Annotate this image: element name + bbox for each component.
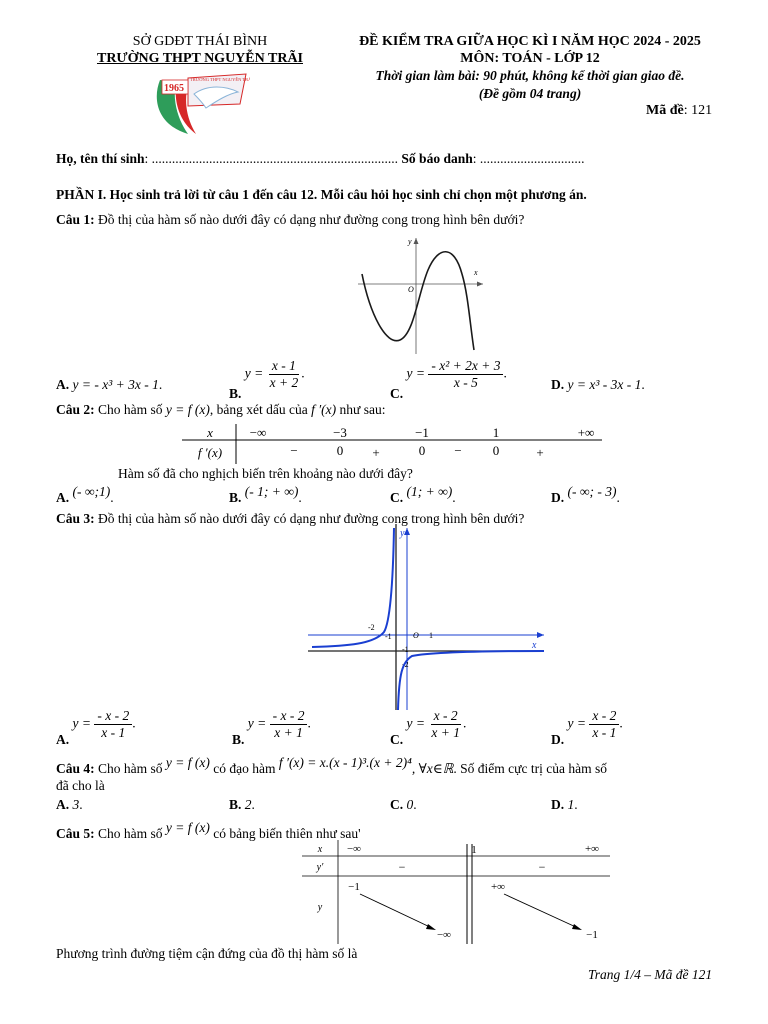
svg-text:x: x xyxy=(532,640,537,651)
svg-text:+: + xyxy=(536,445,544,460)
time-note: Thời gian làm bài: 90 phút, không kể thời gian giao đề. xyxy=(375,68,685,83)
svg-text:O: O xyxy=(413,631,419,640)
student-info-line: Họ, tên thí sinh: ......................................................................... Số báo danh: ............................... xyxy=(56,151,585,166)
svg-text:−∞: −∞ xyxy=(436,929,452,941)
q2-option-d[interactable]: D. (- ∞; - 3). xyxy=(551,484,620,505)
q2-sign-table xyxy=(182,424,602,464)
svg-text:y′: y′ xyxy=(316,862,324,873)
svg-text:1: 1 xyxy=(471,844,477,856)
svg-text:y: y xyxy=(408,237,412,246)
q4-option-c[interactable]: C. 0. xyxy=(390,797,417,812)
q2-question: Hàm số đã cho nghịch biến trên khoảng nào dưới đây? xyxy=(118,466,413,481)
svg-text:y: y xyxy=(317,902,323,913)
q2-option-a[interactable]: A. (- ∞;1). xyxy=(56,484,114,505)
q1-text: Câu 1: Đồ thị của hàm số nào dưới đây có dạng như đường cong trong hình bên dưới? xyxy=(56,212,525,227)
svg-text:x: x xyxy=(207,425,213,440)
q1-option-a[interactable]: A. y = - x³ + 3x - 1. xyxy=(56,377,163,392)
q2-option-b[interactable]: B. (- 1; + ∞). xyxy=(229,484,302,505)
svg-text:+∞: +∞ xyxy=(584,843,600,855)
svg-text:+: + xyxy=(372,445,380,460)
svg-text:−∞: −∞ xyxy=(249,425,267,440)
svg-text:−: − xyxy=(454,443,462,458)
q5-text: Câu 5: Cho hàm số y = f (x) có bảng biến thiên như sau' xyxy=(56,820,361,841)
school-name: TRƯỜNG THPT NGUYỄN TRÃI xyxy=(96,51,303,66)
svg-text:+∞: +∞ xyxy=(577,425,595,440)
svg-text:O: O xyxy=(408,285,414,294)
svg-text:-1: -1 xyxy=(402,645,409,654)
svg-text:−: − xyxy=(290,443,298,458)
svg-text:−3: −3 xyxy=(333,425,347,440)
pages-note: (Đề gồm 04 trang) xyxy=(478,86,582,101)
svg-text:+∞: +∞ xyxy=(490,881,506,893)
svg-text:-1: -1 xyxy=(385,632,392,641)
q1-option-d[interactable]: D. y = x³ - 3x - 1. xyxy=(551,377,645,392)
q4-text-cont: đã cho là xyxy=(56,778,105,793)
q4-option-a[interactable]: A. 3. xyxy=(56,797,83,812)
svg-text:f ′(x): f ′(x) xyxy=(197,445,223,460)
svg-text:−1: −1 xyxy=(348,881,360,893)
q3-option-c[interactable]: C. y = $\frac{x - 2}{x + 1}$ . xyxy=(390,708,467,747)
dept-name: SỞ GDĐT THÁI BÌNH xyxy=(132,34,268,49)
school-logo xyxy=(148,70,250,138)
q1-option-b[interactable]: B. y = $\frac{x - 1}{x + 2}$ . xyxy=(229,358,305,401)
q4-text: Câu 4: Cho hàm số y = f (x) có đạo hàm f ′(x) = x.(x - 1)³.(x + 2)⁴, ∀x∈ℝ. Số điểm cực trị của hàm số xyxy=(56,755,607,776)
svg-text:-2: -2 xyxy=(368,623,375,632)
svg-text:−∞: −∞ xyxy=(346,843,362,855)
svg-text:1: 1 xyxy=(429,631,433,640)
exam-code: Mã đề: 121 xyxy=(646,103,713,118)
q3-option-b[interactable]: B. y = $\frac{- x - 2}{x + 1}$ . xyxy=(232,708,311,747)
svg-text:-2: -2 xyxy=(402,660,409,669)
svg-text:y: y xyxy=(400,528,405,539)
svg-text:−: − xyxy=(538,860,546,874)
exam-title: ĐỀ KIỂM TRA GIỮA HỌC KÌ I NĂM HỌC 2024 - 2025 xyxy=(359,34,701,49)
svg-text:−1: −1 xyxy=(586,929,598,941)
q3-text: Câu 3: Đồ thị của hàm số nào dưới đây có dạng như đường cong trong hình bên dưới? xyxy=(56,511,525,526)
svg-text:1: 1 xyxy=(492,425,500,440)
q5-question: Phương trình đường tiệm cận đứng của đồ thị hàm số là xyxy=(56,946,358,961)
q1-option-c[interactable]: C. y = $\frac{\text{- x² + 2x + 3}}{x - 5}$ . xyxy=(390,358,507,401)
logo-text: TRƯỜNG THPT NGUYỄN TRÃI xyxy=(190,77,250,82)
q4-option-d[interactable]: D. 1. xyxy=(551,797,578,812)
svg-text:0: 0 xyxy=(418,443,426,458)
logo-year: 1965 xyxy=(164,83,184,94)
q4-option-b[interactable]: B. 2. xyxy=(229,797,255,812)
q2-text: Câu 2: Cho hàm số y = f (x), bảng xét dấu của f ′(x) như sau: xyxy=(56,402,386,417)
svg-text:x: x xyxy=(317,844,323,855)
svg-text:0: 0 xyxy=(492,443,500,458)
svg-text:−1: −1 xyxy=(415,425,429,440)
page-footer: Trang 1/4 – Mã đề 121 xyxy=(588,967,713,982)
q3-option-a[interactable]: A. y = $\frac{- x - 2}{x - 1}$ . xyxy=(56,708,136,747)
part1-title: PHẦN I. Học sinh trả lời từ câu 1 đến câu 12. Mỗi câu hỏi học sinh chỉ chọn một phương án. xyxy=(56,187,587,202)
q3-graph xyxy=(308,524,548,710)
q2-option-c[interactable]: C. (1; + ∞). xyxy=(390,484,456,505)
svg-text:0: 0 xyxy=(336,443,344,458)
q5-variation-table xyxy=(302,840,610,944)
q1-graph xyxy=(358,234,488,354)
subject-line: MÔN: TOÁN - LỚP 12 xyxy=(460,51,600,66)
svg-text:−: − xyxy=(398,860,406,874)
svg-text:x: x xyxy=(474,268,478,277)
q3-option-d[interactable]: D. y = $\frac{x - 2}{x - 1}$ . xyxy=(551,708,623,747)
